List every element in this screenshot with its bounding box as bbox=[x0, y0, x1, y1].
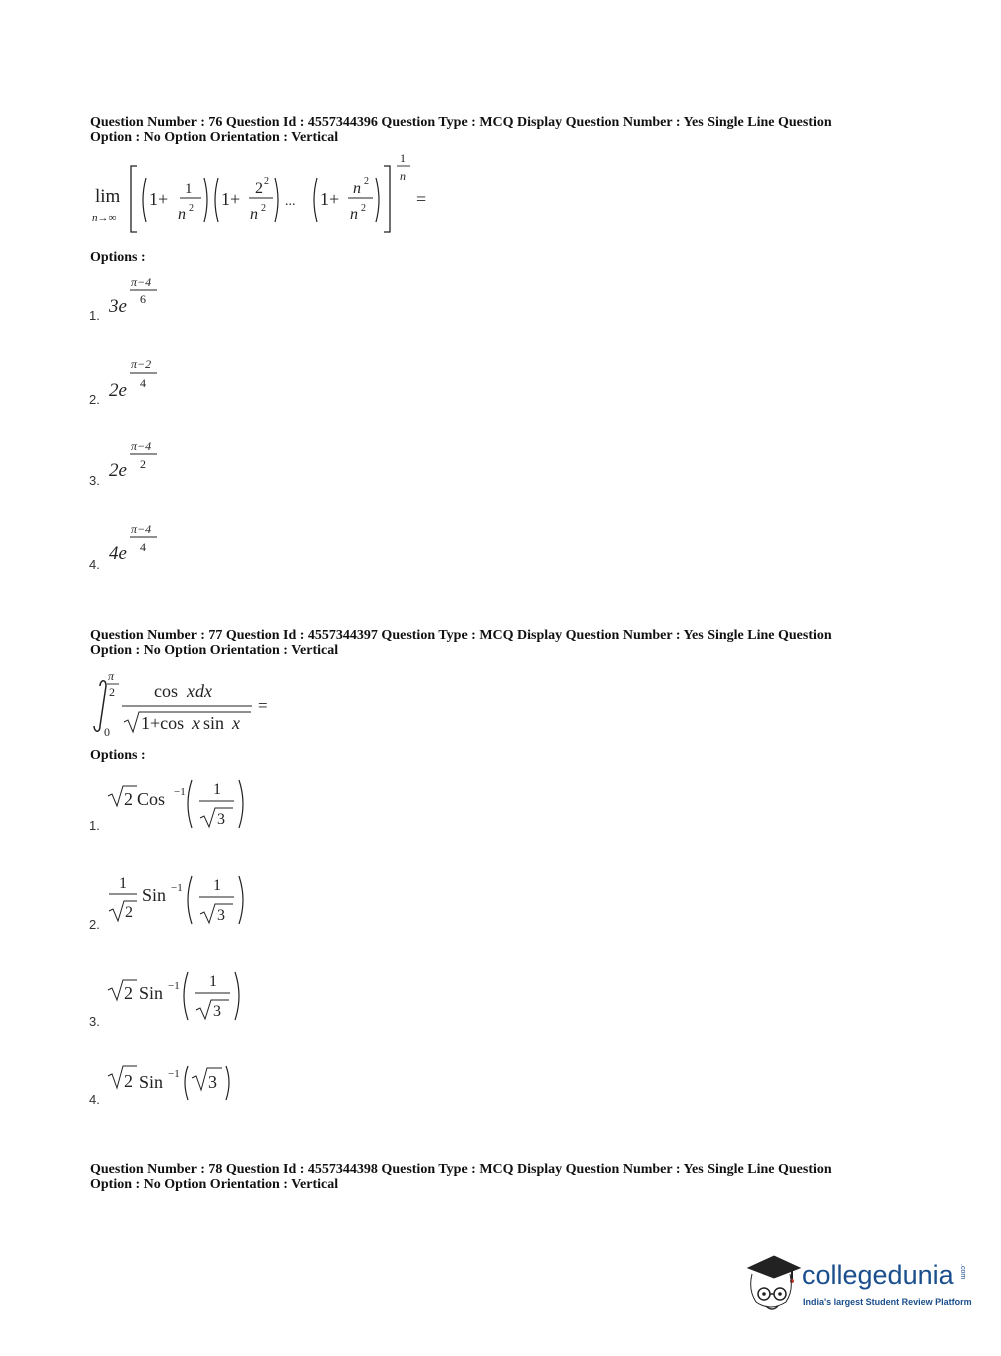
svg-text:2: 2 bbox=[109, 685, 115, 699]
svg-text:x: x bbox=[192, 713, 200, 733]
svg-text:−1: −1 bbox=[168, 1068, 180, 1080]
svg-text:Sin: Sin bbox=[139, 1072, 164, 1092]
svg-text:2: 2 bbox=[261, 203, 266, 214]
svg-text:2: 2 bbox=[124, 789, 133, 809]
question-meta-line1: Question Number : 76 Question Id : 4557344396 Question Type : MCQ Display Question Number : Yes Single Line Question bbox=[90, 115, 832, 130]
svg-text:π: π bbox=[108, 669, 115, 683]
svg-text:1: 1 bbox=[213, 877, 221, 894]
svg-text:π−4: π−4 bbox=[131, 522, 152, 536]
svg-text:3: 3 bbox=[217, 811, 225, 828]
svg-text:Cos: Cos bbox=[137, 789, 166, 809]
svg-text:=: = bbox=[416, 189, 427, 209]
svg-text:2: 2 bbox=[189, 203, 194, 214]
svg-text:1: 1 bbox=[400, 151, 406, 165]
svg-text:sin: sin bbox=[203, 713, 225, 733]
mascot-icon bbox=[740, 1250, 802, 1320]
question-meta-line2: Option : No Option Orientation : Vertical bbox=[90, 643, 339, 658]
svg-text:1+: 1+ bbox=[221, 189, 241, 209]
question-76-meta bbox=[90, 115, 890, 145]
svg-text:1: 1 bbox=[213, 781, 221, 798]
question-meta-line2: Option : No Option Orientation : Vertical bbox=[90, 1177, 339, 1192]
option-number: 2. bbox=[89, 917, 100, 932]
svg-text:...: ... bbox=[285, 194, 296, 209]
logo-wordmark: collegedunia bbox=[802, 1260, 954, 1290]
question-76-option-3[interactable] bbox=[106, 434, 176, 486]
svg-text:2: 2 bbox=[140, 457, 146, 471]
svg-text:3: 3 bbox=[208, 1072, 217, 1092]
logo-tagline: India's largest Student Review Platform bbox=[803, 1297, 972, 1307]
question-77-meta bbox=[90, 628, 890, 658]
question-77-expression bbox=[86, 664, 286, 740]
question-76-options-label: Options : bbox=[90, 250, 146, 265]
question-77-options-label: Options : bbox=[90, 748, 146, 763]
question-76-option-1[interactable] bbox=[106, 270, 176, 322]
collegedunia-logo bbox=[740, 1250, 980, 1320]
question-76-option-2[interactable] bbox=[106, 352, 176, 404]
option-number: 1. bbox=[89, 308, 100, 323]
svg-text:2: 2 bbox=[125, 904, 133, 921]
svg-text:π−4: π−4 bbox=[131, 439, 152, 453]
svg-text:1: 1 bbox=[209, 973, 217, 990]
option-number: 1. bbox=[89, 818, 100, 833]
svg-text:0: 0 bbox=[104, 725, 110, 739]
svg-text:2: 2 bbox=[255, 180, 263, 197]
svg-text:Sin: Sin bbox=[142, 885, 167, 905]
svg-text:1: 1 bbox=[185, 181, 193, 197]
svg-text:2: 2 bbox=[264, 176, 269, 187]
svg-text:2: 2 bbox=[124, 983, 133, 1003]
svg-text:1+: 1+ bbox=[149, 189, 169, 209]
svg-text:3: 3 bbox=[217, 907, 225, 924]
svg-text:2: 2 bbox=[124, 1071, 133, 1091]
svg-text:6: 6 bbox=[140, 292, 146, 306]
svg-text:1+cos: 1+cos bbox=[141, 713, 185, 733]
question-77-option-2[interactable] bbox=[104, 866, 254, 932]
svg-text:n: n bbox=[400, 169, 406, 183]
option-number: 2. bbox=[89, 392, 100, 407]
option-number: 3. bbox=[89, 473, 100, 488]
question-76-option-4[interactable] bbox=[106, 516, 176, 568]
svg-text:3: 3 bbox=[213, 1003, 221, 1020]
svg-text:4: 4 bbox=[140, 376, 146, 390]
svg-text:4: 4 bbox=[140, 540, 146, 554]
svg-text:4e: 4e bbox=[109, 543, 127, 564]
svg-text:n: n bbox=[350, 206, 358, 223]
svg-text:n→∞: n→∞ bbox=[92, 212, 117, 224]
svg-text:n: n bbox=[250, 206, 258, 223]
svg-text:lim: lim bbox=[95, 186, 121, 207]
svg-text:2e: 2e bbox=[109, 380, 127, 401]
svg-text:2: 2 bbox=[361, 203, 366, 214]
svg-text:2e: 2e bbox=[109, 460, 127, 481]
svg-text:−1: −1 bbox=[171, 882, 183, 894]
svg-text:n: n bbox=[178, 206, 186, 223]
option-number: 4. bbox=[89, 1092, 100, 1107]
svg-text:−1: −1 bbox=[168, 980, 180, 992]
option-number: 4. bbox=[89, 557, 100, 572]
svg-text:2: 2 bbox=[364, 176, 369, 187]
svg-text:Sin: Sin bbox=[139, 983, 164, 1003]
question-76-expression bbox=[90, 148, 440, 240]
svg-text:=: = bbox=[258, 696, 268, 715]
svg-text:xdx: xdx bbox=[187, 681, 212, 701]
svg-text:1+: 1+ bbox=[320, 189, 340, 209]
logo-dotcom: .com bbox=[959, 1264, 966, 1280]
svg-text:1: 1 bbox=[119, 875, 127, 892]
question-77-option-3[interactable] bbox=[104, 964, 254, 1028]
question-77-option-4[interactable] bbox=[104, 1060, 244, 1108]
svg-text:π−2: π−2 bbox=[131, 357, 152, 371]
question-78-meta bbox=[90, 1162, 890, 1192]
svg-text:n: n bbox=[353, 180, 361, 197]
question-77-option-1[interactable] bbox=[104, 770, 254, 834]
svg-text:−1: −1 bbox=[174, 786, 186, 798]
question-meta-line1: Question Number : 78 Question Id : 4557344398 Question Type : MCQ Display Question Number : Yes Single Line Question bbox=[90, 1162, 832, 1177]
svg-text:x: x bbox=[232, 713, 240, 733]
option-number: 3. bbox=[89, 1014, 100, 1029]
svg-text:cos: cos bbox=[154, 681, 178, 701]
svg-text:π−4: π−4 bbox=[131, 275, 152, 289]
question-meta-line1: Question Number : 77 Question Id : 4557344397 Question Type : MCQ Display Question Number : Yes Single Line Question bbox=[90, 628, 832, 643]
svg-text:3e: 3e bbox=[109, 296, 127, 317]
question-meta-line2: Option : No Option Orientation : Vertical bbox=[90, 130, 339, 145]
